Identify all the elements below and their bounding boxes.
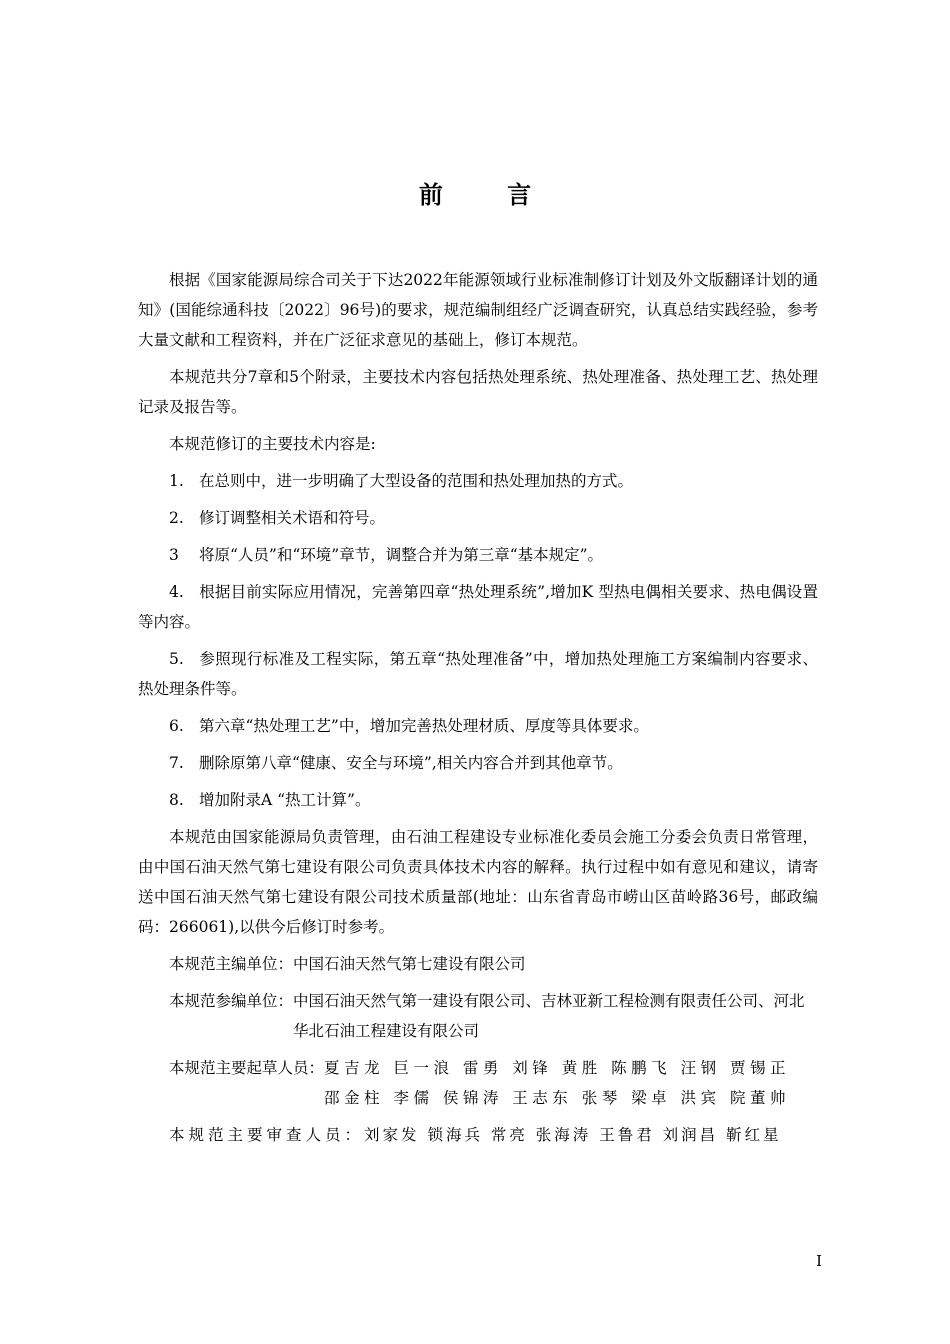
management-paragraph: 本规范由国家能源局负责管理，由石油工程建设专业标准化委员会施工分委会负责日常管理，由中国石油天然气第七建设有限公司负责具体技术内容的解释。执行过程中如有意见和建议，请寄送中国石油天然气第七建设有限公司技术质量部(地址：山东省青岛市崂山区苗岭路36号，邮政编码：266061),以供今后修订时参考。 xyxy=(138,828,818,936)
page-title: 前 言 xyxy=(418,181,560,209)
page-number: I xyxy=(816,1252,822,1270)
list-item xyxy=(138,540,818,570)
item-text: 根据目前实际应用情况，完善第四章“热处理系统”,增加K 型热电偶相关要求、热电偶设置等内容。 xyxy=(138,583,818,631)
list-item xyxy=(138,644,818,704)
item-number: 8. xyxy=(169,791,184,809)
list-item xyxy=(138,503,818,533)
item-text: 第六章“热处理工艺”中，增加完善热处理材质、厚度等具体要求。 xyxy=(199,717,649,735)
item-number: 6. xyxy=(169,717,184,735)
item-text: 删除原第八章“健康、安全与环境”,相关内容合并到其他章节。 xyxy=(199,754,623,772)
drafters-row xyxy=(169,1053,818,1113)
drafters-value: 夏吉龙 巨一浪 雷勇 刘锋 黄胜 陈鹏飞 汪钢 贾锡正 邵金柱 李儒 侯锦涛 王志东 张琴 梁卓 洪宾 院董帅 xyxy=(324,1059,791,1107)
structure-paragraph: 本规范共分7章和5个附录，主要技术内容包括热处理系统、热处理准备、热处理工艺、热处理记录及报告等。 xyxy=(138,368,818,416)
drafters-label: 本规范主要起草人员： xyxy=(169,1059,325,1077)
list-item xyxy=(138,711,818,741)
chief-unit-value: 中国石油天然气第七建设有限公司 xyxy=(293,955,526,973)
reviewers-label: 本规范主要审查人员： xyxy=(169,1126,365,1144)
revision-list xyxy=(138,466,818,815)
participating-units-label: 本规范参编单位： xyxy=(169,992,294,1010)
intro-paragraph: 根据《国家能源局综合司关于下达2022年能源领域行业标准制修订计划及外文版翻译计划的通知》(国能综通科技〔2022〕96号)的要求，规范编制组经广泛调查研究，认真总结实践经验，参考大量文献和工程资料，并在广泛征求意见的基础上，修订本规范。 xyxy=(138,271,818,349)
item-text: 修订调整相关术语和符号。 xyxy=(199,509,386,527)
item-text: 将原“人员”和“环境”章节，调整合并为第三章“基本规定”。 xyxy=(199,546,604,564)
document-body xyxy=(138,265,818,1157)
revision-intro: 本规范修订的主要技术内容是: xyxy=(169,435,376,453)
item-text: 增加附录A “热工计算”。 xyxy=(199,791,371,809)
list-item xyxy=(138,785,818,815)
list-item xyxy=(138,577,818,637)
item-number: 7. xyxy=(169,754,184,772)
item-text: 参照现行标准及工程实际，第五章“热处理准备”中，增加热处理施工方案编制内容要求、热处理条件等。 xyxy=(138,650,818,698)
item-number: 1. xyxy=(169,472,184,490)
item-number: 2. xyxy=(169,509,184,527)
reviewers-row xyxy=(169,1120,818,1150)
item-number: 3 xyxy=(169,546,179,564)
participating-units-row xyxy=(169,986,818,1046)
list-item xyxy=(138,748,818,778)
participating-units-value: 中国石油天然气第一建设有限公司、吉林亚新工程检测有限责任公司、河北华北石油工程建设有限公司 xyxy=(293,992,805,1040)
item-number: 5. xyxy=(169,650,184,668)
chief-unit-label: 本规范主编单位： xyxy=(169,955,294,973)
item-text: 在总则中，进一步明确了大型设备的范围和热处理加热的方式。 xyxy=(199,472,634,490)
list-item xyxy=(138,466,818,496)
reviewers-value: 刘家发 锁海兵 常亮 张海涛 王鲁君 刘润昌 靳红星 xyxy=(364,1126,782,1144)
chief-unit-row xyxy=(169,949,818,979)
item-number: 4. xyxy=(169,583,184,601)
